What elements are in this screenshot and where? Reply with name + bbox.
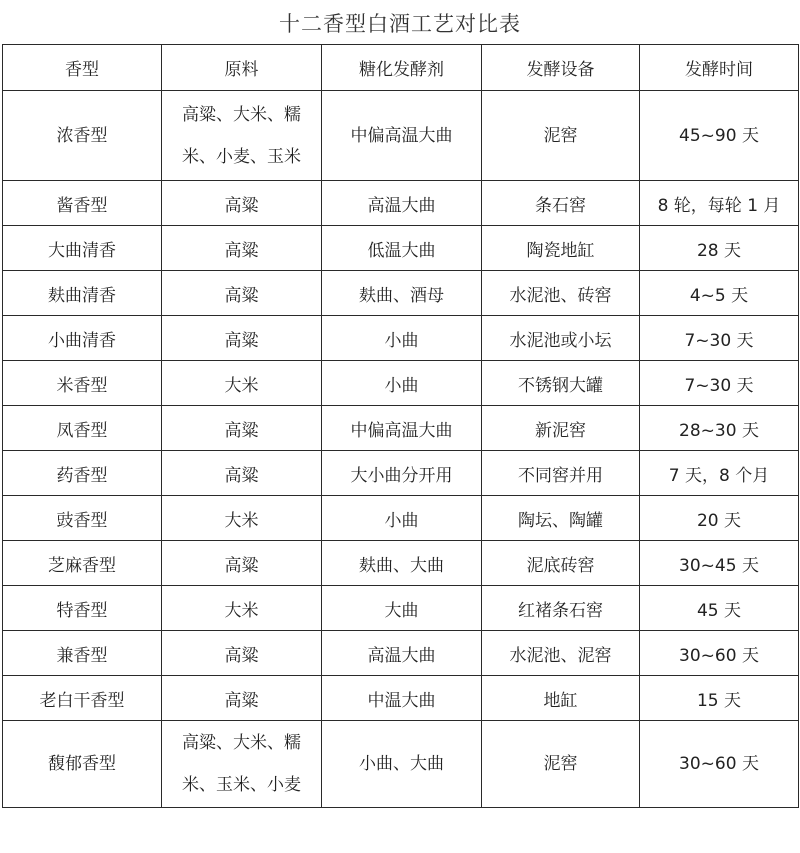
cell-starter: 中偏高温大曲 — [322, 406, 482, 451]
cell-equipment: 泥窖 — [482, 721, 640, 808]
cell-equipment: 水泥池、泥窖 — [482, 631, 640, 676]
cell-starter: 中偏高温大曲 — [322, 91, 482, 181]
cell-equipment: 水泥池、砖窖 — [482, 271, 640, 316]
table-row — [3, 721, 799, 808]
cell-aroma-type: 兼香型 — [3, 631, 162, 676]
cell-aroma-type: 凤香型 — [3, 406, 162, 451]
table-row — [3, 226, 799, 271]
cell-raw-materials — [162, 91, 322, 181]
table-row — [3, 406, 799, 451]
cell-aroma-type: 小曲清香 — [3, 316, 162, 361]
cell-equipment: 泥底砖窖 — [482, 541, 640, 586]
cell-duration: 28 天 — [640, 226, 799, 271]
cell-equipment: 不锈钢大罐 — [482, 361, 640, 406]
cell-duration: 45 天 — [640, 586, 799, 631]
cell-equipment: 条石窖 — [482, 181, 640, 226]
header-cell-duration: 发酵时间 — [640, 45, 799, 91]
cell-equipment: 陶瓷地缸 — [482, 226, 640, 271]
cell-raw-materials: 高粱 — [162, 451, 322, 496]
cell-equipment: 泥窖 — [482, 91, 640, 181]
cell-raw-materials: 高粱 — [162, 271, 322, 316]
cell-raw-materials: 大米 — [162, 361, 322, 406]
header-cell-aroma-type: 香型 — [3, 45, 162, 91]
cell-starter: 高温大曲 — [322, 181, 482, 226]
table-row — [3, 676, 799, 721]
table-row — [3, 586, 799, 631]
cell-starter: 小曲 — [322, 361, 482, 406]
cell-starter: 大小曲分开用 — [322, 451, 482, 496]
cell-starter: 大曲 — [322, 586, 482, 631]
cell-raw-materials — [162, 721, 322, 808]
cell-equipment: 水泥池或小坛 — [482, 316, 640, 361]
table-row — [3, 541, 799, 586]
cell-duration: 30~60 天 — [640, 721, 799, 808]
cell-starter: 高温大曲 — [322, 631, 482, 676]
cell-starter: 麸曲、酒母 — [322, 271, 482, 316]
header-row — [3, 45, 799, 91]
cell-duration: 8 轮，每轮 1 月 — [640, 181, 799, 226]
cell-starter: 小曲、大曲 — [322, 721, 482, 808]
cell-raw-materials: 大米 — [162, 496, 322, 541]
cell-duration: 7~30 天 — [640, 361, 799, 406]
table-row — [3, 631, 799, 676]
table-row — [3, 271, 799, 316]
cell-equipment: 红褚条石窖 — [482, 586, 640, 631]
cell-starter: 小曲 — [322, 316, 482, 361]
table-row — [3, 451, 799, 496]
cell-equipment: 陶坛、陶罐 — [482, 496, 640, 541]
cell-aroma-type: 馥郁香型 — [3, 721, 162, 808]
cell-duration: 20 天 — [640, 496, 799, 541]
cell-raw-materials-text: 高粱、大米、糯米、玉米、小麦 — [182, 733, 301, 795]
cell-starter: 麸曲、大曲 — [322, 541, 482, 586]
cell-aroma-type: 芝麻香型 — [3, 541, 162, 586]
cell-duration: 15 天 — [640, 676, 799, 721]
cell-raw-materials: 高粱 — [162, 676, 322, 721]
cell-aroma-type: 药香型 — [3, 451, 162, 496]
cell-duration: 45~90 天 — [640, 91, 799, 181]
cell-raw-materials: 高粱 — [162, 541, 322, 586]
cell-starter: 低温大曲 — [322, 226, 482, 271]
cell-aroma-type: 豉香型 — [3, 496, 162, 541]
cell-duration: 30~45 天 — [640, 541, 799, 586]
cell-raw-materials: 高粱 — [162, 181, 322, 226]
cell-starter: 中温大曲 — [322, 676, 482, 721]
cell-equipment: 不同窖并用 — [482, 451, 640, 496]
comparison-table — [2, 44, 799, 808]
header-cell-equipment: 发酵设备 — [482, 45, 640, 91]
cell-raw-materials: 高粱 — [162, 226, 322, 271]
cell-raw-materials: 高粱 — [162, 406, 322, 451]
table-row — [3, 496, 799, 541]
table-title: 十二香型白酒工艺对比表 — [279, 12, 521, 36]
header-cell-raw-materials: 原料 — [162, 45, 322, 91]
cell-duration: 7~30 天 — [640, 316, 799, 361]
cell-raw-materials-text: 高粱、大米、糯米、小麦、玉米 — [182, 104, 301, 167]
table-row — [3, 91, 799, 181]
cell-duration: 7 天，8 个月 — [640, 451, 799, 496]
cell-raw-materials: 高粱 — [162, 316, 322, 361]
cell-aroma-type: 特香型 — [3, 586, 162, 631]
cell-aroma-type: 老白干香型 — [3, 676, 162, 721]
cell-duration: 28~30 天 — [640, 406, 799, 451]
cell-duration: 30~60 天 — [640, 631, 799, 676]
cell-equipment: 新泥窖 — [482, 406, 640, 451]
cell-aroma-type: 米香型 — [3, 361, 162, 406]
cell-aroma-type: 大曲清香 — [3, 226, 162, 271]
cell-aroma-type: 浓香型 — [3, 91, 162, 181]
cell-starter: 小曲 — [322, 496, 482, 541]
cell-duration: 4~5 天 — [640, 271, 799, 316]
table-row — [3, 181, 799, 226]
cell-aroma-type: 麸曲清香 — [3, 271, 162, 316]
table-row — [3, 361, 799, 406]
cell-aroma-type: 酱香型 — [3, 181, 162, 226]
cell-equipment: 地缸 — [482, 676, 640, 721]
table-row — [3, 316, 799, 361]
header-cell-starter: 糖化发酵剂 — [322, 45, 482, 91]
cell-raw-materials: 大米 — [162, 586, 322, 631]
cell-raw-materials: 高粱 — [162, 631, 322, 676]
